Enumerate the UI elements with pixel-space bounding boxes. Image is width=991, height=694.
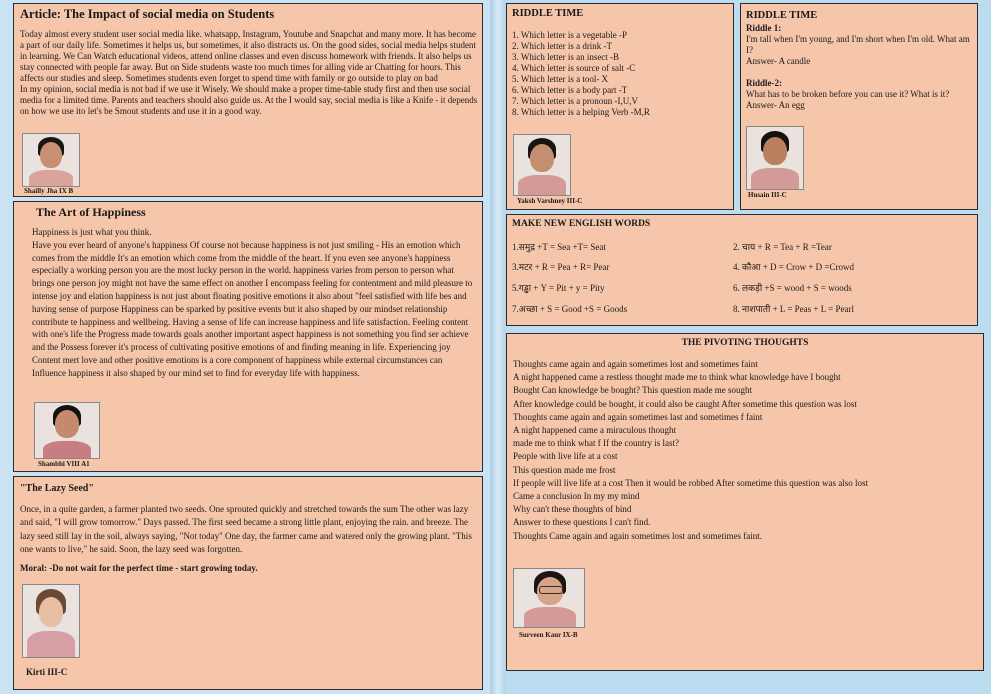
lazy-seed-title: "The Lazy Seed" (20, 483, 94, 494)
happiness-paragraph: Have you ever heard of anyone's happiness Of course not because happiness is not just smiling - His an emotion which comes from the middle It's an emotion which come from the middle of the heart. If you even see anyone's happiness especially a working person you are the most lucky person in the world. happiness varies from person to person what brings one person joy might not have the same effect on another I encompass feeling for contentment and mild pleasure to intense joy and elation happiness is not just about floating positive emotions it also about "feel satisfied with life bes and having sense of purpose Happiness can be sparked by positive events but it also shaped by our mindset relationship contribute te happiness and wellbeing. Having a sense of life can increase happiness and life satisfaction. Feeling content with one's life the Progress made towards goals another important aspect happiness is not something you find ser achieve and the Possess forever it's process of cultivating positive emotions of and finding meaning in life. Experiencing joy Content mert love and other positive emotions is a core component of happiness while external circumstances can Influence happiness it also shaped by our mind set to find for everyday life with happiness. (32, 239, 473, 378)
riddle-2-answer: Answer- An egg (746, 100, 805, 110)
word-item: 2. चाय + R = Tea + R =Tear (733, 242, 832, 252)
riddle-2-title: RIDDLE TIME (746, 10, 818, 21)
riddle-1-answer: Answer- A candle (746, 56, 811, 66)
word-item: 1.समुद्र +T = Sea +T= Seat (512, 242, 606, 252)
riddle-time-section-1 (506, 3, 734, 210)
lazy-seed-body: Once, in a quite garden, a farmer planted two seeds. One sprouted quickly and stretched towards the sum The other was lazy and said, "I will grow tomorrow." Days passed. The first seed became a strong little plant, enjoying the rain. and breeze. The lazy seed still lay in the soil, always saying, "Not today" One day, the farmer came and watered only the growing plant. "This one wants to live," he said. Soon, the lazy seed was forgotten. (20, 504, 472, 554)
poem-line: A night happened came a restless thought made me to think what knowledge have I bought (513, 372, 841, 383)
poem-line: If people will live life at a cost Then it would be robbed After sometime this question was also lost (513, 477, 869, 488)
article-section (13, 3, 483, 197)
happiness-title: The Art of Happiness (36, 205, 146, 219)
poem-line: Answer to these questions I can't find. (513, 517, 651, 528)
author-caption: Yaksh Varshney III-C (517, 197, 583, 205)
riddle-1-list (512, 30, 730, 118)
author-photo-shailly (22, 133, 80, 187)
poem-line: A night happened came a miraculous thought (513, 425, 676, 436)
poem-line: Thoughts Came again and again sometimes lost and sometimes faint. (513, 530, 762, 541)
poem-line: Came a conclusion In my my mind (513, 491, 640, 502)
lazy-seed-moral: Moral: -Do not wait for the perfect time - start growing today. (20, 563, 258, 573)
riddle-item: 2. Which letter is a drink -T (512, 41, 613, 51)
riddle-1-question: I'm tall when I'm young, and I'm short when I'm old. What am I? (746, 34, 970, 55)
author-photo-husain (746, 126, 804, 190)
riddle-item: 6. Which letter is a body part -T (512, 85, 628, 95)
english-words-section (506, 214, 978, 326)
word-item: 4. कौआ + D = Crow + D =Crowd (733, 262, 854, 272)
pivoting-poem (513, 358, 979, 543)
word-item: 7.अच्छा + S = Good +S = Goods (512, 304, 628, 314)
poem-line: Thoughts came again and again sometimes last and sometimes f faint (513, 411, 763, 422)
riddle-item: 3. Which letter is an insect -B (512, 52, 620, 62)
pivoting-title: THE PIVOTING THOUGHTS (681, 338, 809, 348)
riddle-2-content (746, 23, 972, 111)
happiness-intro: Happiness is just what you think. (32, 227, 152, 237)
riddle-2-question: What has to be broken before you can use it? What is it? (746, 89, 950, 99)
article-paragraph-2: In my opinion, social media is not bad if we use it Wisely. We should make a proper time-table study first and then use social media for a limited time. Parents and teachers should also guide us. At the I would say, social media is like a Knife - it depends on how we use ito let's be Smout students and use it in a good way. (20, 84, 478, 116)
poem-line: Bought Can knowledge be bought? This question made me sought (513, 385, 753, 396)
author-photo-yaksh (513, 134, 571, 196)
happiness-section (13, 201, 483, 472)
riddle-item: 4. Which letter is source of salt -C (512, 63, 636, 73)
poem-line: People with live life at a cost (513, 451, 618, 462)
words-title: MAKE NEW ENGLISH WORDS (512, 219, 651, 229)
author-caption: Husain III-C (748, 191, 787, 199)
riddle-item: 5. Which letter is a tool- X (512, 74, 609, 84)
author-photo-shambhi (34, 402, 100, 459)
poem-line: Thoughts came again and again sometimes lost and sometimes faint (513, 359, 758, 369)
author-photo-kirti (22, 584, 80, 658)
poem-line: made me to think what f If the country is last? (513, 438, 679, 449)
author-photo-surveen (513, 568, 585, 628)
poem-line: After knowledge could be bought, it could also be caught After sometime this question was lost (513, 398, 857, 409)
riddle-item: 1. Which letter is a vegetable -P (512, 30, 628, 40)
author-caption: Shailly Jha IX B (24, 187, 74, 195)
word-item: 3.मटर + R = Pea + R= Pear (512, 262, 610, 272)
author-caption: Surveen Kaur IX-B (519, 631, 578, 639)
author-caption: Kirti III-C (26, 667, 68, 677)
riddle-1-title: RIDDLE TIME (512, 8, 584, 19)
lazy-seed-section (13, 476, 483, 690)
word-item: 6. लकड़ी +S = wood + S = woods (733, 283, 852, 293)
article-body (20, 29, 478, 117)
article-paragraph-1: Today almost every student user social media like. whatsapp, Instagram, Youtube and Snapchat and many more. It has become a part of our daily life. Sometimes it helps us, but sometimes, it also distracts us. On the good sides, social media helps student in learning. We Can Watch educational videos, attend online classes and even discuss homework with friends. It also helps us stay connected with people far away. But on Side students waste too much times for alling vide ar Chatting for hours. This affects our studies and sleep. Sometimes students even forget to spend time with family or go outside to play on bad (20, 29, 477, 83)
riddle-time-section-2 (740, 3, 978, 210)
poem-line: This question made me frost (513, 464, 616, 475)
page-spine (490, 0, 506, 694)
pivoting-thoughts-section (506, 333, 984, 671)
riddle-item: 8. Which letter is a helping Verb -M,R (512, 107, 650, 117)
author-caption: Shambhi VIII A1 (38, 460, 90, 468)
word-item: 8. नाशपाती + L = Peas + L = Pearl (733, 304, 854, 314)
happiness-body (32, 226, 478, 380)
riddle-2-label: Riddle-2: (746, 78, 782, 88)
riddle-item: 7. Which letter is a pronoun -I,U,V (512, 96, 639, 106)
word-item: 5.गड्ढा + Y = Pit + y = Pity (512, 283, 605, 293)
poem-line: Why can't these thoughts of bind (513, 504, 632, 515)
riddle-1-label: Riddle 1: (746, 23, 782, 33)
article-title: Article: The Impact of social media on Students (20, 7, 275, 21)
